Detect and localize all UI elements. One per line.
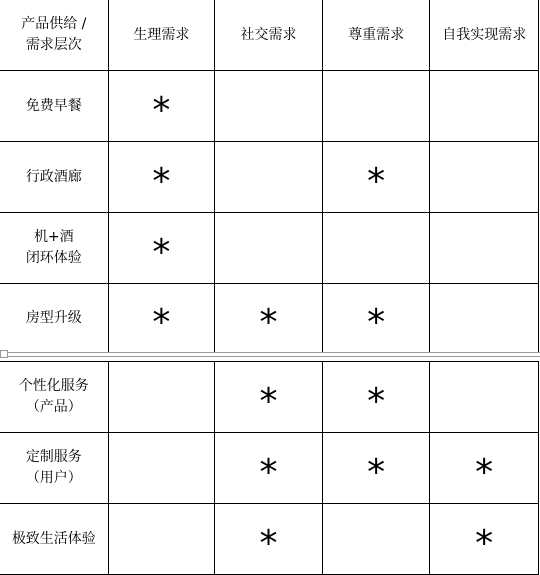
table-row	[0, 504, 539, 575]
mark-cell	[215, 504, 323, 575]
mark-cell	[322, 213, 430, 284]
mark-cell	[430, 284, 539, 353]
mark-cell	[430, 142, 539, 213]
mark-cell	[108, 213, 215, 284]
row-label-line: 免费早餐	[25, 97, 82, 114]
row-label-cell	[0, 362, 108, 433]
row-label-line: 极致生活体验	[11, 530, 96, 547]
asterisk-mark: *	[475, 523, 494, 564]
asterisk-mark: *	[259, 302, 278, 343]
column-header: 生理需求	[108, 0, 215, 71]
header-row	[0, 0, 539, 71]
row-label-line: （产品）	[25, 399, 82, 415]
mark-cell	[322, 71, 430, 142]
mark-cell	[108, 284, 215, 353]
asterisk-mark: *	[475, 452, 494, 493]
mark-cell	[430, 213, 539, 284]
row-label-cell	[0, 142, 108, 213]
table-body-bottom	[0, 362, 539, 575]
table-move-handle[interactable]	[0, 350, 8, 358]
mark-cell	[215, 142, 323, 213]
corner-label-line: 产品供给 /	[21, 16, 87, 32]
mark-cell	[108, 142, 215, 213]
mark-cell	[215, 284, 323, 353]
row-label-line: （用户）	[25, 470, 82, 486]
asterisk-mark: *	[367, 381, 386, 422]
mark-cell	[322, 433, 430, 504]
mark-cell	[322, 142, 430, 213]
row-label-cell	[0, 504, 108, 575]
mark-cell	[430, 504, 539, 575]
asterisk-mark: *	[259, 381, 278, 422]
row-label-cell	[0, 433, 108, 504]
row-label-line: 定制服务	[25, 449, 82, 465]
mark-cell	[215, 71, 323, 142]
table-split-divider	[0, 352, 540, 357]
table-body-top	[0, 71, 539, 353]
asterisk-mark: *	[152, 90, 171, 131]
mark-cell	[430, 433, 539, 504]
corner-header-cell	[0, 0, 108, 71]
asterisk-mark: *	[152, 161, 171, 202]
mark-cell	[322, 284, 430, 353]
asterisk-mark: *	[367, 302, 386, 343]
asterisk-mark: *	[152, 302, 171, 343]
mark-cell	[430, 362, 539, 433]
table-row	[0, 71, 539, 142]
column-header: 尊重需求	[322, 0, 430, 71]
mark-cell	[215, 433, 323, 504]
row-label-line: 闭环体验	[25, 250, 82, 266]
column-header: 社交需求	[215, 0, 323, 71]
mark-cell	[322, 504, 430, 575]
table-row	[0, 362, 539, 433]
mark-cell	[108, 71, 215, 142]
table-row	[0, 142, 539, 213]
mark-cell	[430, 71, 539, 142]
row-label-cell	[0, 213, 108, 284]
mark-cell	[108, 504, 215, 575]
asterisk-mark: *	[259, 452, 278, 493]
column-header: 自我实现需求	[430, 0, 539, 71]
corner-label-line: 需求层次	[25, 37, 82, 53]
asterisk-mark: *	[367, 452, 386, 493]
asterisk-mark: *	[367, 161, 386, 202]
mark-cell	[215, 213, 323, 284]
table-row	[0, 284, 539, 353]
asterisk-mark: *	[259, 523, 278, 564]
needs-table-bottom	[0, 361, 539, 575]
row-label-cell	[0, 284, 108, 353]
mark-cell	[322, 362, 430, 433]
row-label-line: 行政酒廊	[25, 168, 82, 185]
mark-cell	[215, 362, 323, 433]
row-label-line: 机+酒	[33, 229, 74, 245]
table-row	[0, 213, 539, 284]
mark-cell	[108, 433, 215, 504]
mark-cell	[108, 362, 215, 433]
table-row	[0, 433, 539, 504]
asterisk-mark: *	[152, 232, 171, 273]
row-label-line: 个性化服务	[18, 378, 89, 394]
row-label-line: 房型升级	[25, 309, 82, 326]
row-label-cell	[0, 71, 108, 142]
